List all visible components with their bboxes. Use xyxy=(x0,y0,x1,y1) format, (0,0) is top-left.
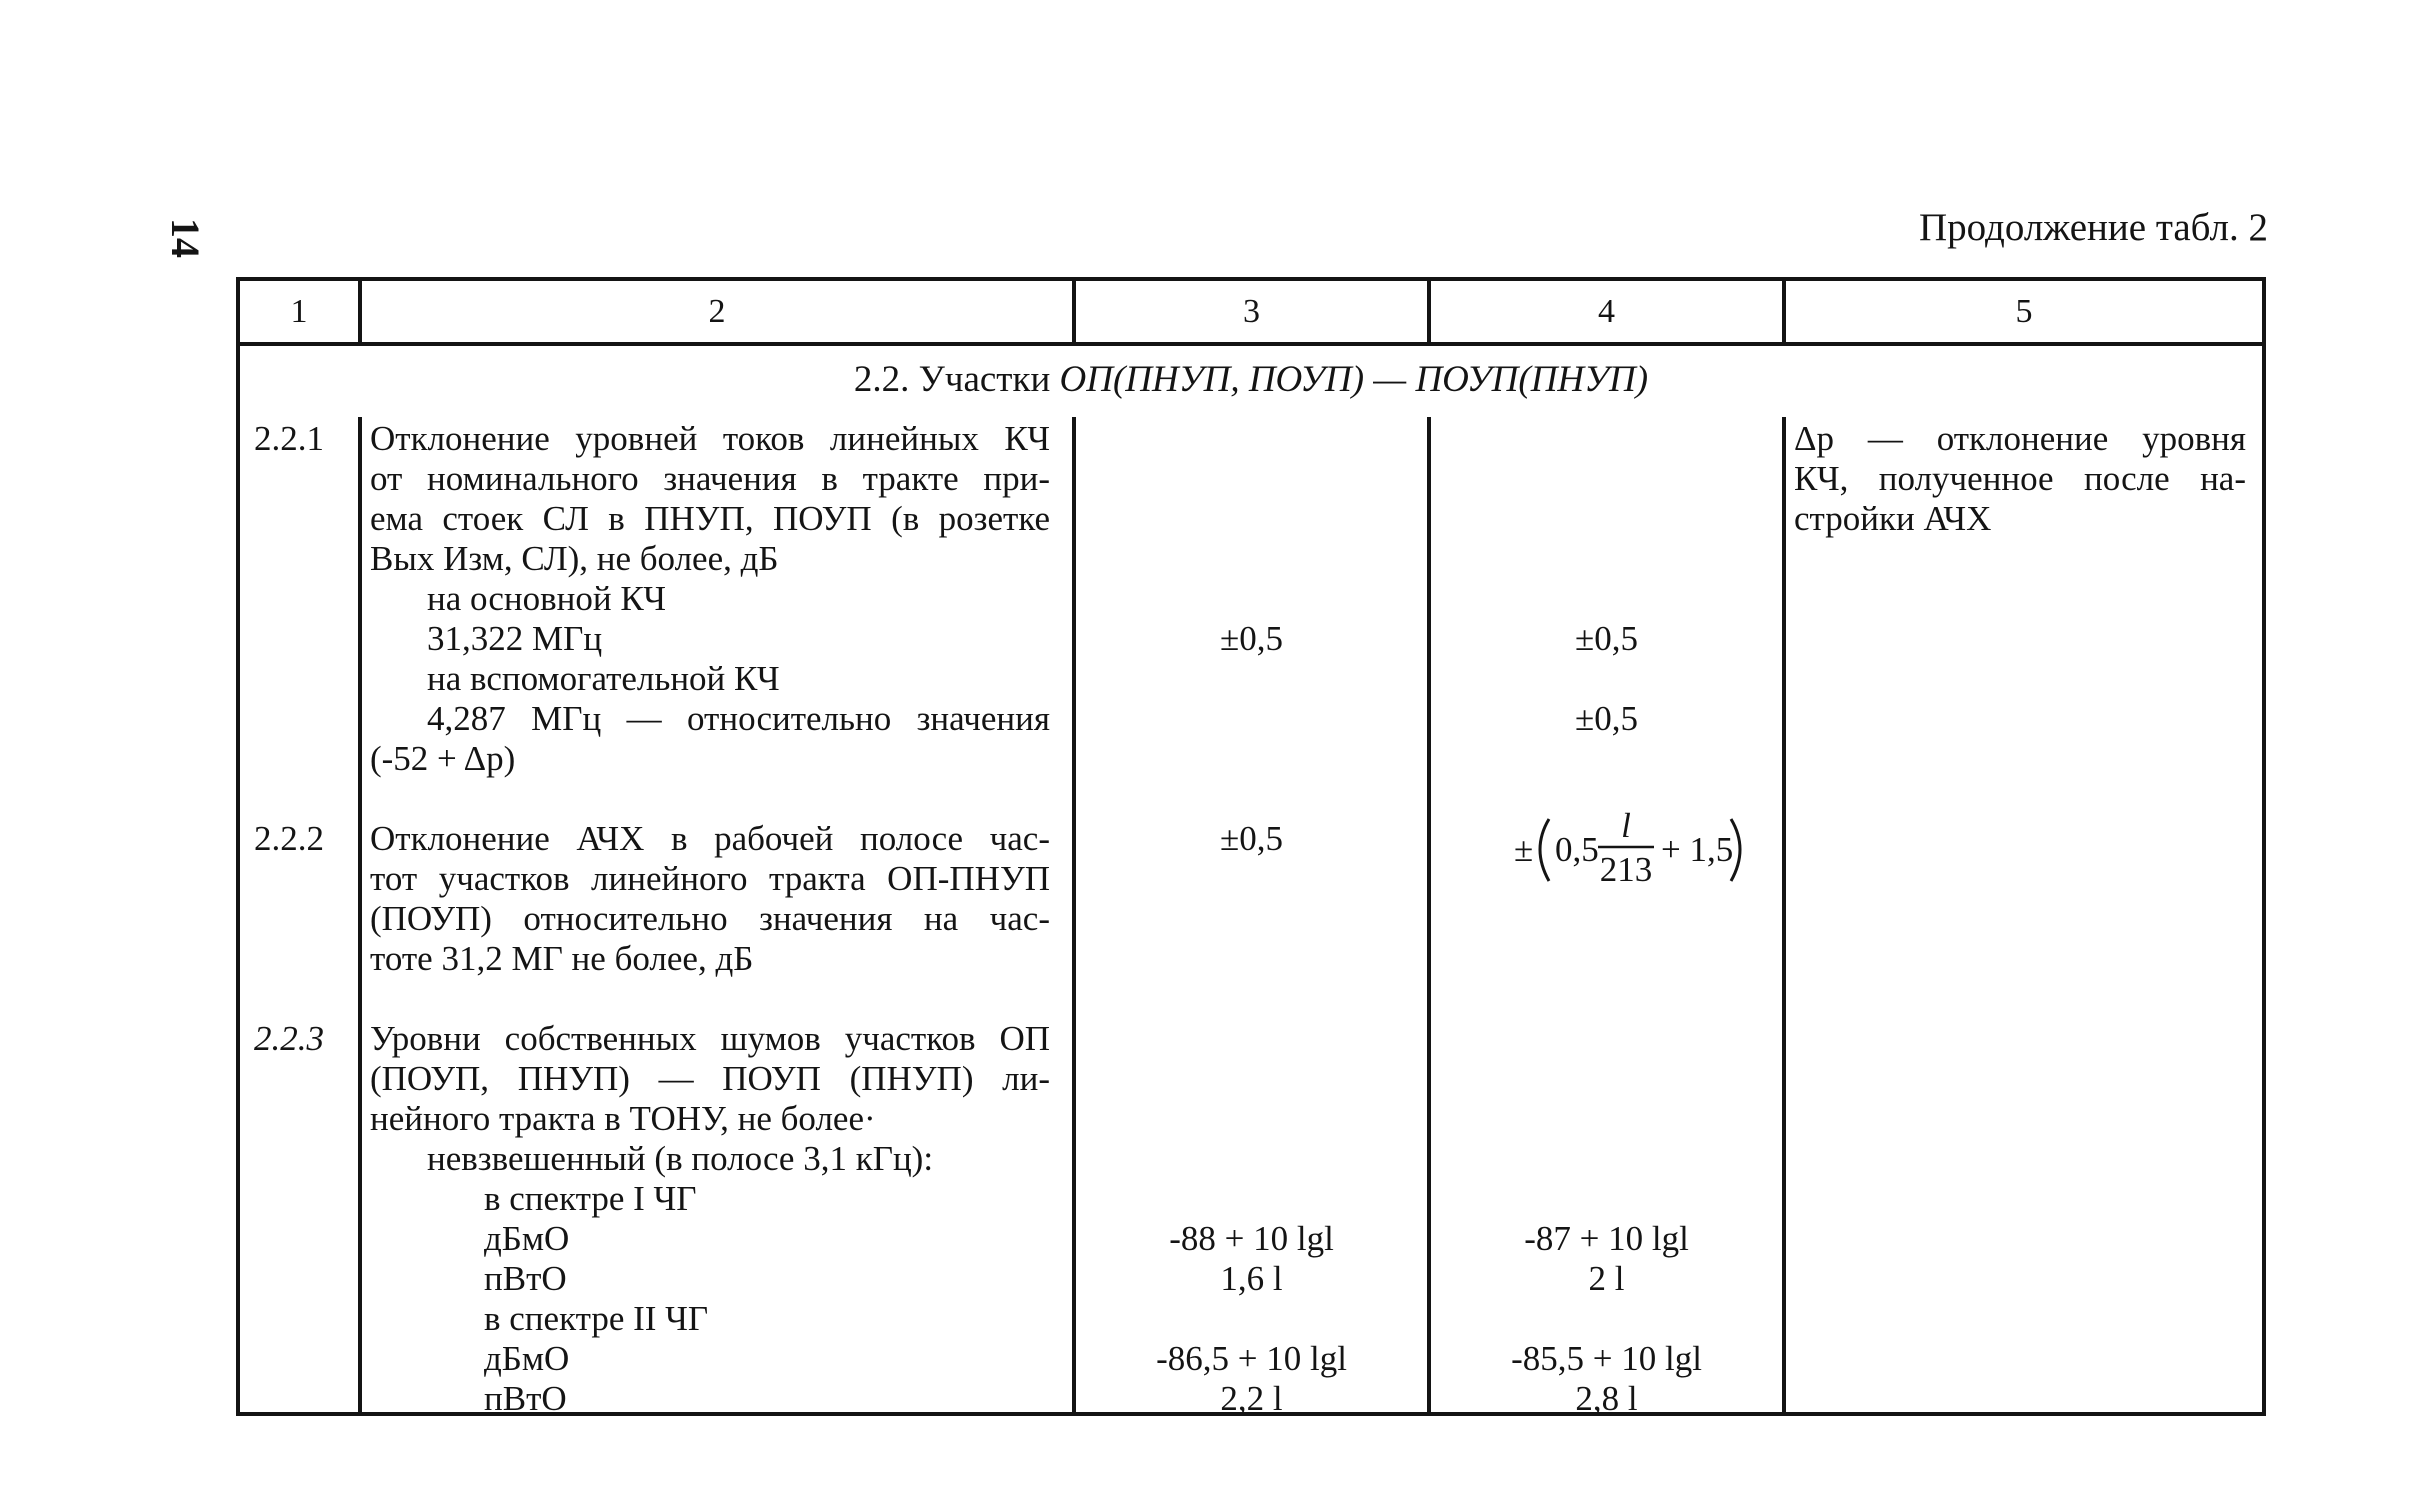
note-line: Δp — отклонение уровня xyxy=(1794,419,2246,458)
header-col-4: 4 xyxy=(1598,293,1615,330)
page-number: 14 xyxy=(163,218,208,258)
value-col4: 2,8 l xyxy=(1575,1379,1638,1418)
text-line: Отклонение уровней токов линейных КЧ xyxy=(370,419,1050,458)
text-line: Отклонение АЧХ в рабочей полосе час- xyxy=(370,819,1050,858)
text-line: дБмО xyxy=(484,1339,570,1378)
col-divider-3-header xyxy=(1427,281,1431,342)
text-line: нейного тракта в ТОНУ, не более· xyxy=(370,1099,876,1138)
section-title-prefix: 2.2. Участки xyxy=(853,359,1060,400)
text-line: от номинального значения в тракте при- xyxy=(370,459,1050,498)
text-line: 4,287 МГц — относительно значения xyxy=(427,699,1050,738)
value-col3: 2,2 l xyxy=(1220,1379,1283,1418)
row-note xyxy=(1794,419,2246,539)
row-number: 2.2.3 xyxy=(254,1019,324,1058)
row-number: 2.2.2 xyxy=(254,819,324,858)
value-col3: 1,6 l xyxy=(1220,1259,1283,1298)
text-line: тоте 31,2 МГ не более, дБ xyxy=(370,939,754,978)
note-line: стройки АЧХ xyxy=(1794,499,1992,538)
col-divider-1-header xyxy=(358,281,362,342)
text-line: ема стоек СЛ в ПНУП, ПОУП (в розетке xyxy=(370,499,1050,538)
formula-coefficient: 0,5 xyxy=(1555,830,1599,869)
value-col4: 2 l xyxy=(1588,1259,1625,1298)
text-line: тот участков линейного тракта ОП-ПНУП xyxy=(370,859,1050,898)
text-line: в спектре II ЧГ xyxy=(484,1299,709,1338)
row-description xyxy=(370,819,1050,979)
value-col3: -86,5 + 10 lgl xyxy=(1156,1339,1347,1378)
formula-sign: ± xyxy=(1514,830,1534,869)
row-number: 2.2.1 xyxy=(254,419,324,458)
table-header xyxy=(240,281,2262,346)
value-col3: -88 + 10 lgl xyxy=(1169,1219,1334,1258)
col-divider-2-header xyxy=(1072,281,1076,342)
text-line: на основной КЧ xyxy=(427,579,667,618)
text-line: (ПОУП, ПНУП) — ПОУП (ПНУП) ли- xyxy=(370,1059,1050,1098)
formula-left-paren xyxy=(1540,819,1549,881)
value-col4: ±0,5 xyxy=(1575,619,1638,658)
text-line: (ПОУП) относительно значения на час- xyxy=(370,899,1050,938)
row-description xyxy=(370,1019,1050,1419)
section-title-main: ОП(ПНУП, ПОУП) — ПОУП(ПНУП) xyxy=(1059,359,1649,400)
value-col4: -87 + 10 lgl xyxy=(1524,1219,1689,1258)
header-col-3: 3 xyxy=(1243,293,1260,330)
text-line: Уровни собственных шумов участков ОП xyxy=(370,1019,1050,1058)
formula xyxy=(1431,799,1782,899)
text-line: на вспомогательной КЧ xyxy=(427,659,780,698)
text-line: пВтО xyxy=(484,1379,567,1418)
value-col4: -85,5 + 10 lgl xyxy=(1511,1339,1702,1378)
text-line: дБмО xyxy=(484,1219,570,1258)
text-line: 31,322 МГц xyxy=(427,619,603,658)
col-divider-1 xyxy=(358,417,362,1412)
formula-addend: + 1,5 xyxy=(1661,830,1734,869)
col-divider-4 xyxy=(1782,417,1786,1412)
text-line: пВтО xyxy=(484,1259,567,1298)
value-col4: ±0,5 xyxy=(1575,699,1638,738)
text-line: невзвешенный (в полосе 3,1 кГц): xyxy=(427,1139,934,1178)
section-title xyxy=(240,356,2262,404)
data-table xyxy=(236,277,2266,1416)
text-line: (-52 + Δp) xyxy=(370,739,516,778)
note-line: КЧ, полученное после на- xyxy=(1794,459,2246,498)
text-line: в спектре I ЧГ xyxy=(484,1179,697,1218)
row-description xyxy=(370,419,1050,779)
header-col-5: 5 xyxy=(2015,293,2033,330)
formula-numerator: l xyxy=(1621,806,1631,845)
text-line: Вых Изм, СЛ), не более, дБ xyxy=(370,539,779,578)
value-col3: ±0,5 xyxy=(1220,819,1283,858)
col-divider-4-header xyxy=(1782,281,1786,342)
value-col3: ±0,5 xyxy=(1220,619,1283,658)
table-caption: Продолжение табл. 2 xyxy=(1918,206,2268,249)
formula-denominator: 213 xyxy=(1599,850,1653,889)
header-col-2: 2 xyxy=(708,293,726,330)
header-col-1: 1 xyxy=(290,293,308,330)
